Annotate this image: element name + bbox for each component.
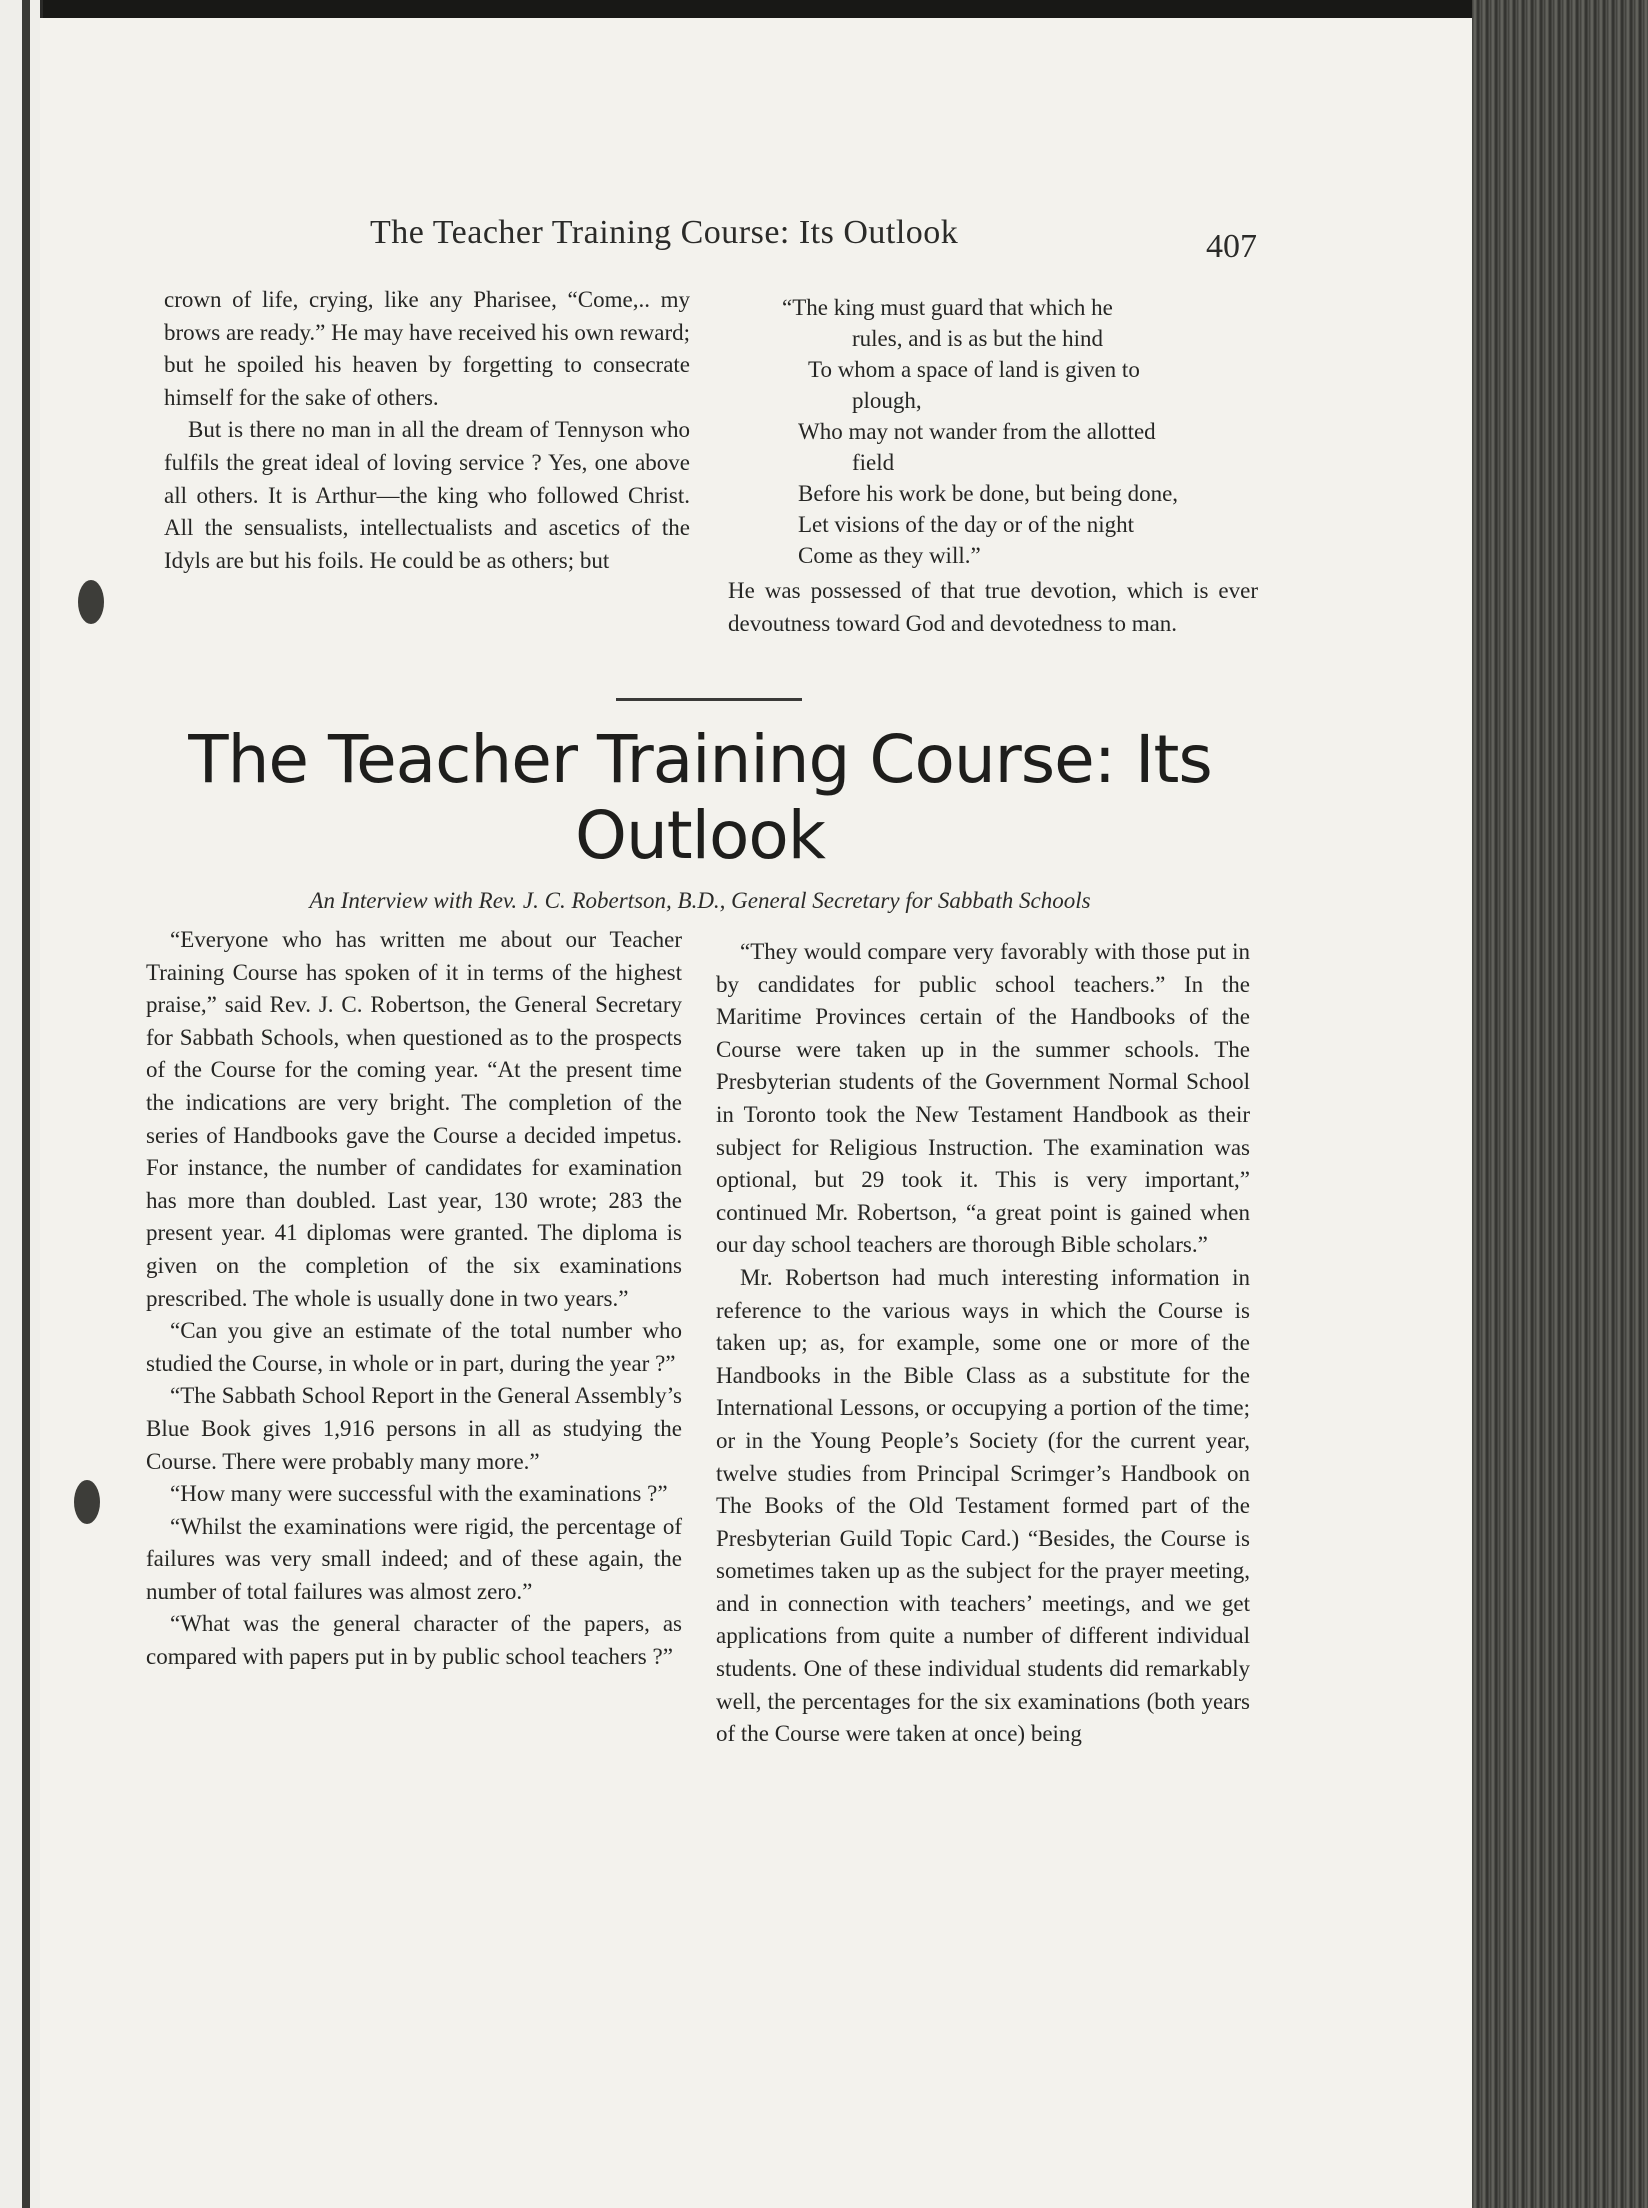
- closing-paragraph: He was possessed of that true devotion, which is ever devoutness toward God and devotedness to man.: [728, 578, 1258, 636]
- article-byline: An Interview with Rev. J. C. Robertson, B.D., General Secretary for Sabbath Schools: [309, 888, 1091, 913]
- paragraph: “Can you give an estimate of the total number who studied the Course, in whole or in part, during the year ?”: [146, 1318, 682, 1376]
- prev-article-right-column: [728, 292, 1262, 640]
- paragraph: “What was the general character of the papers, as compared with papers put in by public school teachers ?”: [146, 1611, 682, 1670]
- poem-line: field: [852, 450, 895, 475]
- section-divider: [616, 698, 802, 701]
- running-head: The Teacher Training Course: Its Outlook: [370, 214, 959, 251]
- prev-article-left-column: [164, 284, 690, 577]
- paragraph: “How many were successful with the examinations ?”: [170, 1481, 668, 1507]
- poem-quote: [728, 292, 1262, 571]
- page-number: 407: [1206, 228, 1257, 265]
- poem-line: Before his work be done, but being done,: [798, 481, 1179, 506]
- paragraph: “Everyone who has written me about our Teacher Training Course has spoken of it in terms of the highest praise,” said Rev. J. C. Robertson, the General Secretary for Sabbath Schools, when questioned as to the prospects of the Course for the coming year. “At the present time the indications are very bright. The completion of the series of Handbooks gave the Course a decided impetus. For instance, the number of candidates for examination has more than doubled. Last year, 130 wrote; 283 the present year. 41 diplomas were granted. The diploma is given on the completion of the six examinations prescribed. The whole is usually done in two years.”: [146, 927, 682, 1311]
- binding-hole-upper: [78, 580, 104, 624]
- paragraph: “The Sabbath School Report in the General Assembly’s Blue Book gives 1,916 persons in all as studying the Course. There were probably many more.”: [146, 1383, 682, 1474]
- poem-line: plough,: [852, 388, 922, 413]
- article-title-line: Outlook: [575, 797, 825, 874]
- book-fore-edge: [1472, 0, 1648, 2208]
- article-right-column: [716, 936, 1250, 1751]
- poem-line: Let visions of the day or of the night: [798, 512, 1134, 537]
- article-left-column: [146, 924, 682, 1674]
- poem-line: To whom a space of land is given to: [808, 357, 1140, 382]
- paragraph: “Whilst the examinations were rigid, the percentage of failures was very small indeed; and of these again, the number of total failures was almost zero.”: [146, 1513, 682, 1604]
- paragraph: crown of life, crying, like any Pharisee, “Come,.. my brows are ready.” He may have received his own reward; but he spoiled his heaven by forgetting to consecrate himself for the sake of others.: [164, 287, 690, 410]
- paragraph: Mr. Robertson had much interesting information in reference to the various ways in which the Course is taken up; as, for example, some one or more of the Handbooks in the Bible Class as a substitute for the International Lessons, or occupying a portion of the time; or in the Young People’s Society (for the current year, twelve studies from Principal Scrimger’s Handbook on The Books of the Old Testament formed part of the Presbyterian Guild Topic Card.) “Besides, the Course is sometimes taken up as the subject for the prayer meeting, and in connection with teachers’ meetings, and we get applications from quite a number of different individual students. One of these individual students did remarkably well, the percentages for the six examinations (both years of the Course were taken at once) being: [716, 1264, 1250, 1747]
- poem-line: “The king must guard that which he: [782, 295, 1113, 320]
- poem-line: rules, and is as but the hind: [852, 326, 1104, 351]
- article-title-line: The Teacher Training Course: Its: [188, 721, 1212, 798]
- poem-line: Who may not wander from the allotted: [798, 419, 1156, 444]
- article-title: [130, 722, 1270, 874]
- facing-page-edge: [0, 0, 43, 2208]
- paragraph: “They would compare very favorably with those put in by candidates for public school teachers.” In the Maritime Provinces certain of the Handbooks of the Course were taken up in the summer schools. The Presbyterian students of the Government Normal School in Toronto took the New Testament Handbook as their subject for Religious Instruction. The examination was optional, but 29 took it. This is very important,” continued Mr. Robertson, “a great point is gained when our day school teachers are thorough Bible scholars.”: [716, 939, 1250, 1258]
- paragraph: But is there no man in all the dream of Tennyson who fulfils the great ideal of loving service ? Yes, one above all others. It is Arthur—the king who followed Christ. All the sensualists, intellectualists and ascetics of the Idyls are but his foils. He could be as others; but: [164, 417, 690, 573]
- poem-line: Come as they will.”: [798, 543, 981, 568]
- binding-hole-lower: [74, 1480, 100, 1524]
